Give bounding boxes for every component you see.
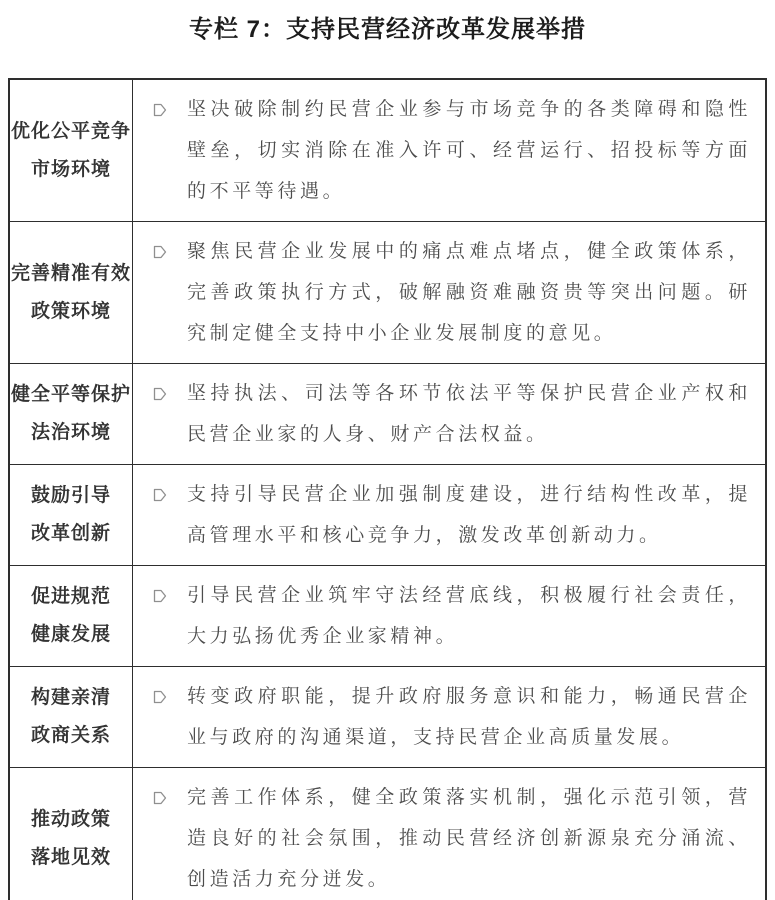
category-line: 促进规范 (30, 586, 111, 607)
category-cell (10, 364, 133, 464)
page-title: 专栏 7：支持民营经济改革发展举措 (188, 16, 586, 43)
category-line: 优化公平竞争 (10, 120, 131, 142)
content-cell (133, 465, 765, 565)
category-cell (10, 80, 133, 221)
policy-measures-table (8, 78, 767, 900)
category-cell (10, 222, 133, 363)
table-row (10, 364, 765, 465)
category-line: 鼓励引导 (30, 485, 111, 506)
rightwards-white-arrow-icon (133, 474, 187, 504)
rightwards-white-arrow-icon (133, 676, 187, 706)
category-cell (10, 768, 133, 900)
content-text: 坚决破除制约民营企业参与市场竞争的各类障碍和隐性壁垒，切实消除在准入许可、经营运行、招投标等方面的不平等待遇。 (187, 99, 751, 202)
table-row (10, 667, 765, 768)
category-line: 政策环境 (30, 300, 111, 322)
rightwards-white-arrow-icon (133, 89, 187, 119)
category-line: 政商关系 (30, 725, 111, 746)
content-text: 聚焦民营企业发展中的痛点难点堵点，健全政策体系，完善政策执行方式，破解融资难融资贵等突出问题。研究制定健全支持中小企业发展制度的意见。 (187, 241, 751, 344)
rightwards-white-arrow-icon (133, 231, 187, 261)
category-line: 法治环境 (30, 422, 111, 443)
table-row (10, 768, 765, 900)
rightwards-white-arrow-icon (133, 373, 187, 403)
category-line: 健康发展 (30, 624, 111, 645)
table-row (10, 465, 765, 566)
rightwards-white-arrow-icon (133, 575, 187, 605)
content-cell (133, 667, 765, 767)
table-row (10, 222, 765, 364)
content-text: 支持引导民营企业加强制度建设，进行结构性改革，提高管理水平和核心竞争力，激发改革创新动力。 (187, 484, 751, 546)
category-cell (10, 566, 133, 666)
category-line: 改革创新 (30, 523, 111, 544)
category-line: 推动政策 (30, 808, 111, 830)
category-line: 健全平等保护 (10, 384, 131, 405)
content-cell (133, 80, 765, 221)
category-line: 市场环境 (30, 158, 111, 180)
content-cell (133, 364, 765, 464)
category-cell (10, 465, 133, 565)
content-text: 坚持执法、司法等各环节依法平等保护民营企业产权和民营企业家的人身、财产合法权益。 (187, 383, 751, 445)
document-page (0, 14, 775, 900)
category-cell (10, 667, 133, 767)
category-line: 落地见效 (30, 846, 111, 868)
content-text: 引导民营企业筑牢守法经营底线，积极履行社会责任，大力弘扬优秀企业家精神。 (187, 585, 751, 647)
table-row (10, 566, 765, 667)
rightwards-white-arrow-icon (133, 777, 187, 807)
content-cell (133, 222, 765, 363)
content-text: 转变政府职能，提升政府服务意识和能力，畅通民营企业与政府的沟通渠道，支持民营企业高质量发展。 (187, 686, 751, 748)
content-cell (133, 566, 765, 666)
content-text: 完善工作体系，健全政策落实机制，强化示范引领，营造良好的社会氛围，推动民营经济创新源泉充分涌流、创造活力充分迸发。 (187, 787, 751, 890)
category-line: 完善精准有效 (10, 262, 131, 284)
table-row (10, 80, 765, 222)
content-cell (133, 768, 765, 900)
category-line: 构建亲清 (30, 687, 111, 708)
